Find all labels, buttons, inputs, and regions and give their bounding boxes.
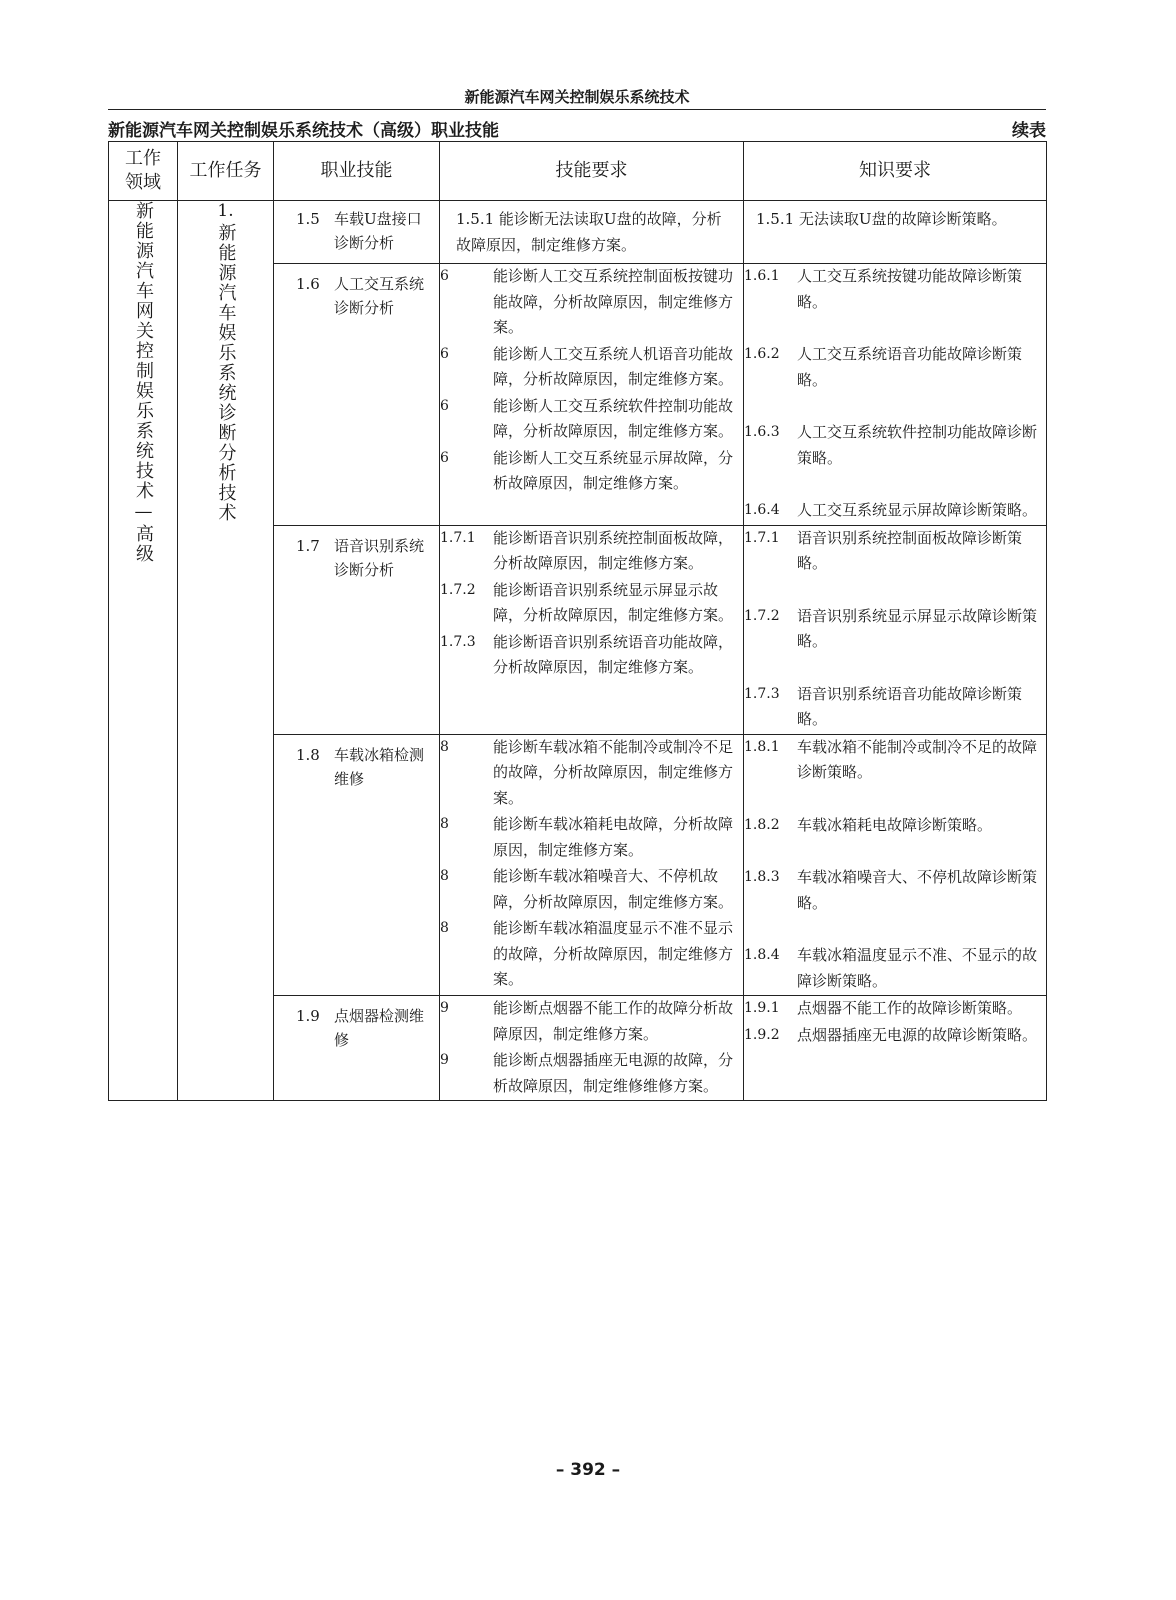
list-item: 8 能诊断车载冰箱温度显示不准不显示的故障，分析故障原因，制定维修方案。 — [440, 919, 734, 988]
list-item: 1.6.1 人工交互系统按键功能故障诊断策略。 — [744, 267, 1023, 311]
skill-req-cell — [440, 525, 744, 734]
skill-number: 1.8 — [296, 745, 320, 764]
list-item: 1.9.2 点烟器插座无电源的故障诊断策略。 — [744, 1025, 1038, 1044]
skill-number: 1.7 — [296, 536, 320, 555]
skill-req-cell — [440, 996, 744, 1101]
list-item: 8 能诊断车载冰箱耗电故障，分析故障原因，制定维修方案。 — [440, 815, 734, 859]
list-item: 1.8.4 车载冰箱温度显示不准、不显示的故障诊断策略。 — [744, 946, 1038, 990]
running-header: 新能源汽车网关控制娱乐系统技术 — [464, 88, 690, 106]
list-item: 8 能诊断车载冰箱噪音大、不停机故障，分析故障原因，制定维修方案。 — [440, 867, 734, 911]
list-item: 9 能诊断点烟器插座无电源的故障，分析故障原因，制定维修维修方案。 — [440, 1051, 734, 1095]
skill-req-cell — [440, 201, 744, 264]
continued-label: 续表 — [1012, 121, 1046, 141]
knowledge-req-cell — [744, 525, 1047, 734]
work-domain: 新能源汽车网关控制娱乐系统技术—高级 — [133, 201, 154, 564]
skills-table — [108, 141, 1047, 1101]
skill-number: 1.5 — [296, 210, 320, 228]
list-item: 1.9.1 点烟器不能工作的故障诊断策略。 — [744, 999, 1023, 1017]
skill-number: 1.9 — [296, 1007, 320, 1025]
skill-req-text: 1.5.1 能诊断无法读取U盘的故障，分析故障原因，制定维修方案。 — [456, 210, 722, 254]
table-title-bar — [108, 116, 1046, 140]
col-header-domain: 工作 领域 — [109, 142, 178, 201]
header-rule — [108, 109, 1046, 110]
list-item: 1.7.1 能诊断语音识别系统控制面板故障，分析故障原因，制定维修方案。 — [440, 528, 734, 572]
skill-cell — [274, 525, 440, 734]
page-number: – 392 – — [555, 1460, 621, 1480]
skill-name: 点烟器检测维修 — [334, 1007, 425, 1049]
knowledge-req-text: 1.5.1 无法读取U盘的故障诊断策略。 — [756, 210, 1007, 228]
skill-cell — [274, 264, 440, 526]
col-header-knowledge-req: 知识要求 — [744, 142, 1047, 201]
skill-name: 车载冰箱检测维修 — [334, 745, 425, 788]
skill-cell — [274, 201, 440, 264]
list-item: 6 能诊断人工交互系统软件控制功能故障，分析故障原因，制定维修方案。 — [440, 396, 734, 440]
skill-req-cell — [440, 264, 744, 526]
list-item: 1.7.2 语音识别系统显示屏显示故障诊断策略。 — [744, 606, 1038, 650]
list-item: 8 能诊断车载冰箱不能制冷或制冷不足的故障，分析故障原因，制定维修方案。 — [440, 737, 734, 807]
list-item: 9 能诊断点烟器不能工作的故障分析故障原因，制定维修方案。 — [440, 999, 734, 1043]
list-item: 1.6.2 人工交互系统语音功能故障诊断策略。 — [744, 345, 1023, 389]
table-title: 新能源汽车网关控制娱乐系统技术（高级）职业技能 — [108, 121, 499, 141]
skill-name: 语音识别系统诊断分析 — [334, 536, 425, 579]
knowledge-req-cell — [744, 264, 1047, 526]
table-row — [109, 201, 1047, 264]
list-item: 6 能诊断人工交互系统控制面板按键功能故障，分析故障原因，制定维修方案。 — [440, 267, 734, 336]
col-header-skill: 职业技能 — [274, 142, 440, 201]
work-task-cell — [178, 201, 274, 1101]
col-header-skill-req: 技能要求 — [440, 142, 744, 201]
knowledge-req-cell — [744, 996, 1047, 1101]
skill-name: 人工交互系统诊断分析 — [334, 275, 425, 317]
list-item: 1.7.2 能诊断语音识别系统显示屏显示故障，分析故障原因，制定维修方案。 — [440, 580, 734, 624]
skill-number: 1.6 — [296, 275, 320, 293]
skill-name: 车载U盘接口诊断分析 — [334, 210, 422, 252]
list-item: 1.6.3 人工交互系统软件控制功能故障诊断策略。 — [744, 423, 1038, 467]
list-item: 1.7.3 能诊断语音识别系统语音功能故障，分析故障原因，制定维修方案。 — [440, 632, 734, 676]
skill-cell — [274, 734, 440, 996]
work-domain-cell — [109, 201, 178, 1101]
col-header-task: 工作任务 — [178, 142, 274, 201]
list-item: 1.7.3 语音识别系统语音功能故障诊断策略。 — [744, 684, 1023, 728]
task-name: 新能源汽车娱乐系统诊断分析技术 — [215, 223, 237, 523]
skill-cell — [274, 996, 440, 1101]
list-item: 6 能诊断人工交互系统人机语音功能故障，分析故障原因，制定维修方案。 — [440, 344, 734, 388]
list-item: 6 能诊断人工交互系统显示屏故障，分析故障原因，制定维修方案。 — [440, 448, 734, 492]
list-item: 1.8.2 车载冰箱耗电故障诊断策略。 — [744, 815, 993, 834]
list-item: 1.8.3 车载冰箱噪音大、不停机故障诊断策略。 — [744, 868, 1038, 912]
skill-req-cell — [440, 734, 744, 996]
task-number: 1. — [217, 201, 234, 221]
knowledge-req-cell — [744, 734, 1047, 996]
table-header-row — [109, 142, 1047, 201]
knowledge-req-cell — [744, 201, 1047, 264]
list-item: 1.6.4 人工交互系统显示屏故障诊断策略。 — [744, 501, 1038, 519]
list-item: 1.7.1 语音识别系统控制面板故障诊断策略。 — [744, 528, 1023, 572]
list-item: 1.8.1 车载冰箱不能制冷或制冷不足的故障诊断策略。 — [744, 737, 1038, 781]
